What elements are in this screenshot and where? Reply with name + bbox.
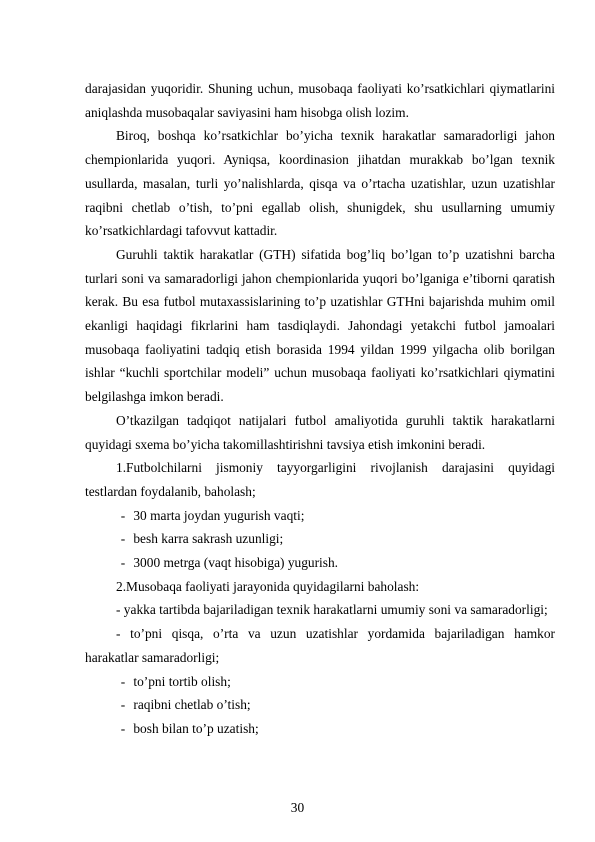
- list-dash: -: [120, 531, 126, 547]
- list-item-text: bosh bilan to’p uzatish;: [133, 720, 259, 736]
- list-item: [85, 527, 555, 551]
- list-dash: -: [120, 507, 126, 523]
- paragraph-8: - to’pni qisqa, o’rta va uzun uzatishlar yordamida bajariladigan hamkor harakatlar samaradorligi;: [85, 626, 555, 665]
- paragraph-6: 2.Musobaqa faoliyati jarayonida quyidagilarni baholash:: [116, 578, 420, 594]
- paragraph-4: O’tkazilgan tadqiqot natijalari futbol amaliyotida guruhli taktik harakatlarni quyidagi sxema bo’yicha takomillashtirishni tavsiya etish imkonini beradi.: [85, 412, 555, 452]
- list-dash: -: [120, 720, 126, 736]
- list-item: [85, 551, 555, 575]
- list-item: [85, 670, 555, 694]
- list-dash: -: [120, 673, 126, 689]
- paragraph-1: darajasidan yuqoridir. Shuning uchun, musobaqa faoliyati ko’rsatkichlari qiymatlarini aniqlashda musobaqalar saviyasini ham hisobga olish lozim.: [85, 81, 555, 120]
- page-number: 30: [290, 800, 305, 815]
- list-dash: -: [120, 697, 126, 713]
- list-item: [85, 504, 555, 528]
- list-item: [85, 693, 555, 717]
- list-item-text: raqibni chetlab o’tish;: [133, 697, 251, 713]
- paragraph-5: 1.Futbolchilarni jismoniy tayyorgarligini rivojlanish darajasini quyidagi testlardan foydalanib, baholash;: [85, 460, 555, 499]
- list-item-text: besh karra sakrash uzunligi;: [133, 531, 284, 547]
- list-item-text: 3000 metrga (vaqt hisobiga) yugurish.: [133, 555, 339, 571]
- paragraph-7: - yakka tartibda bajariladigan texnik harakatlarni umumiy soni va samaradorligi;: [116, 602, 548, 618]
- list-item-text: 30 marta joydan yugurish vaqti;: [133, 507, 305, 523]
- paragraph-3: Guruhli taktik harakatlar (GTH) sifatida bog’liq bo’lgan to’p uzatishni barcha turlari soni va samaradorligi jahon chempionlarida yuqori bo’lganiga e’tiborni qaratish kerak. Bu esa futbol mutaxassislarining to’p uzatishlar GTHni bajarishda muhim omil ekanligi haqidagi fikrlarini ham tasdiqlaydi. Jahondagi yetakchi futbol jamoalari musobaqa faoliyatini tadqiq etish borasida 1994 yildan 1999 yilgacha olib borilgan ishlar “kuchli sportchilar modeli” uchun musobaqa faoliyati ko’rsatkichlari qiymatini belgilashga imkon beradi.: [85, 246, 555, 405]
- list-item-text: to’pni tortib olish;: [133, 673, 231, 689]
- body-text: [85, 77, 555, 741]
- list-item: [85, 717, 555, 741]
- list-dash: -: [120, 555, 126, 571]
- paragraph-2: Biroq, boshqa ko’rsatkichlar bo’yicha texnik harakatlar samaradorligi jahon chempionlarida yuqori. Ayniqsa, koordinasion jihatdan murakkab bo’lgan texnik usullarda, masalan, turli yo’nalishlarda, qisqa va o’rtacha uzatishlar, uzun uzatishlar raqibni chetlab o’tish, to’pni egallab olish, shunigdek, shu usullarning umumiy ko’rsatkichlardagi tafovvut kattadir.: [85, 128, 555, 239]
